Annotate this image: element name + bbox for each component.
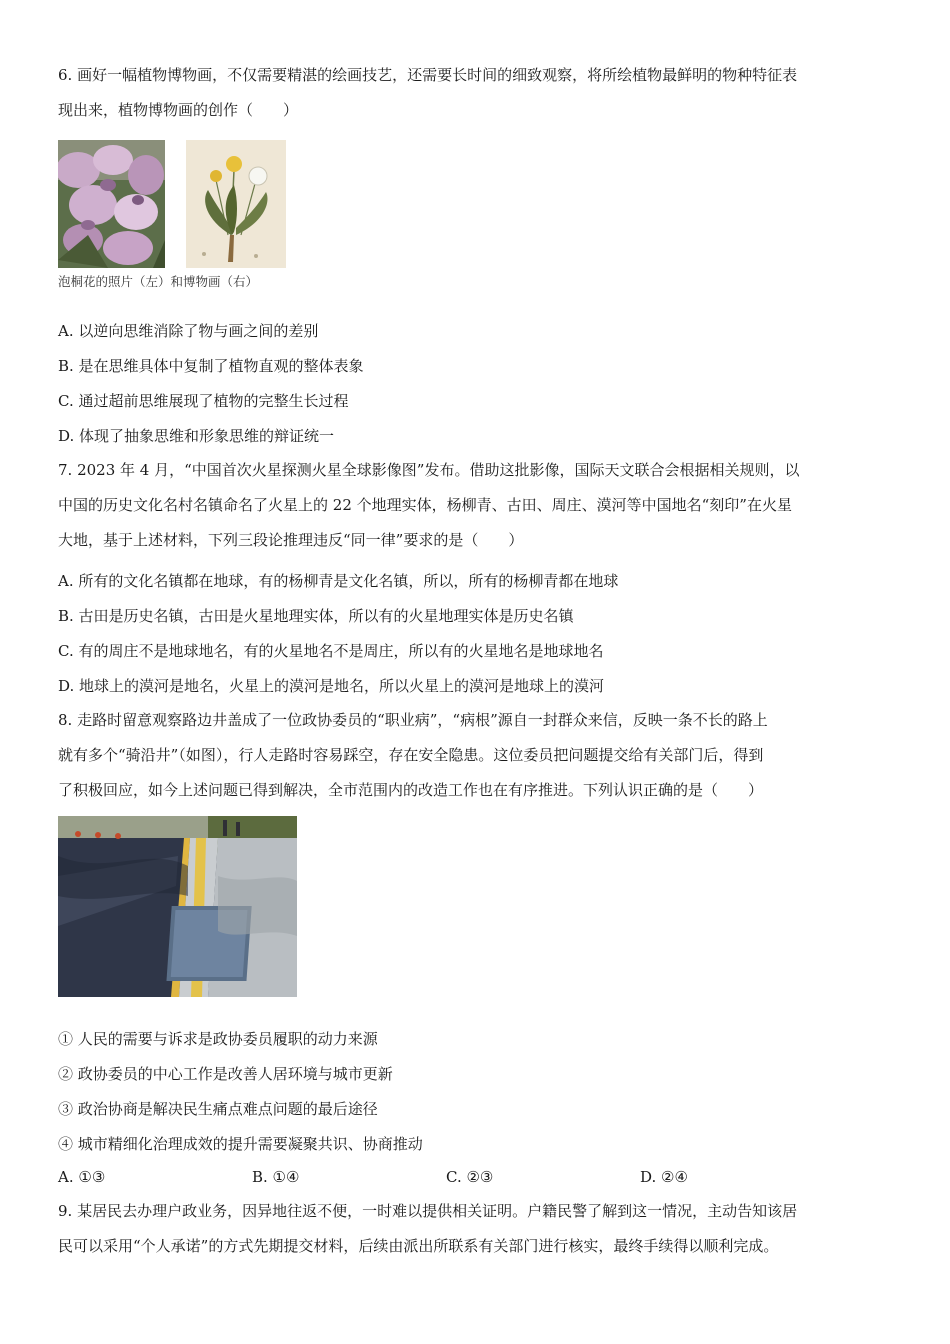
q6-option-a: A. 以逆向思维消除了物与画之间的差别 <box>58 322 319 340</box>
q7-stem-line2: 中国的历史文化名村名镇命名了火星上的 22 个地理实体，杨柳青、古田、周庄、漠河等中国地名“刻印”在火星 <box>58 496 792 514</box>
q8-statement-3: ③ 政治协商是解决民生痛点难点问题的最后途径 <box>58 1100 378 1118</box>
q7-option-b: B. 古田是历史名镇，古田是火星地理实体，所以有的火星地理实体是历史名镇 <box>58 607 574 625</box>
q8-statement-2: ② 政协委员的中心工作是改善人居环境与城市更新 <box>58 1065 393 1083</box>
paulownia-photo <box>58 140 165 268</box>
q6-stem-line1: 6. 画好一幅植物博物画，不仅需要精湛的绘画技艺，还需要长时间的细致观察，将所绘植物最鲜明的物种特征表 <box>58 66 798 84</box>
q8-choice-b: B. ①④ <box>252 1168 300 1186</box>
q6-option-c: C. 通过超前思维展现了植物的完整生长过程 <box>58 392 349 410</box>
q8-choice-d: D. ②④ <box>640 1168 688 1186</box>
q9-stem-line2: 民可以采用“个人承诺”的方式先期提交材料，后续由派出所联系有关部门进行核实，最终手续得以顺利完成。 <box>58 1237 779 1255</box>
q7-stem-line3: 大地，基于上述材料，下列三段论推理违反“同一律”要求的是（ ） <box>58 531 524 549</box>
q9-stem <box>58 1194 890 1264</box>
q7-option-d: D. 地球上的漠河是地名，火星上的漠河是地名，所以火星上的漠河是地球上的漠河 <box>58 677 605 695</box>
q8-stem-line1: 8. 走路时留意观察路边井盖成了一位政协委员的“职业病”，“病根”源自一封群众来信，反映一条不长的路上 <box>58 711 768 729</box>
q6-figure-caption: 泡桐花的照片（左）和博物画（右） <box>58 274 259 289</box>
q8-statement-4: ④ 城市精细化治理成效的提升需要凝聚共识、协商推动 <box>58 1135 423 1153</box>
q8-stem-line2: 就有多个“骑沿井”（如图），行人走路时容易踩空，存在安全隐患。这位委员把问题提交给有关部门后，得到 <box>58 746 764 764</box>
dandelion-botanical-illustration <box>186 140 286 268</box>
q8-statement-1: ① 人民的需要与诉求是政协委员履职的动力来源 <box>58 1030 378 1048</box>
q6-stem <box>58 58 890 128</box>
q8-stem <box>58 703 890 808</box>
q8-choice-c: C. ②③ <box>446 1168 494 1186</box>
q7-stem <box>58 453 890 558</box>
q6-stem-line2: 现出来，植物博物画的创作（ ） <box>58 101 299 119</box>
q7-option-c: C. 有的周庄不是地球地名，有的火星地名不是周庄，所以有的火星地名是地球地名 <box>58 642 604 660</box>
q6-option-b: B. 是在思维具体中复制了植物直观的整体表象 <box>58 357 364 375</box>
q7-option-a: A. 所有的文化名镇都在地球，有的杨柳青是文化名镇，所以，所有的杨柳青都在地球 <box>58 572 619 590</box>
q7-stem-line1: 7. 2023 年 4 月，“中国首次火星探测火星全球影像图”发布。借助这批影像，国际天文联合会根据相关规则，以 <box>58 461 800 479</box>
q9-stem-line1: 9. 某居民去办理户政业务，因异地往返不便，一时难以提供相关证明。户籍民警了解到这一情况，主动告知该居 <box>58 1202 798 1220</box>
q8-choice-a: A. ①③ <box>58 1168 106 1186</box>
q8-stem-line3: 了积极回应，如今上述问题已得到解决，全市范围内的改造工作也在有序推进。下列认识正确的是（ ） <box>58 781 764 799</box>
sidewalk-manhole-photo <box>58 816 297 997</box>
q6-option-d: D. 体现了抽象思维和形象思维的辩证统一 <box>58 427 335 445</box>
